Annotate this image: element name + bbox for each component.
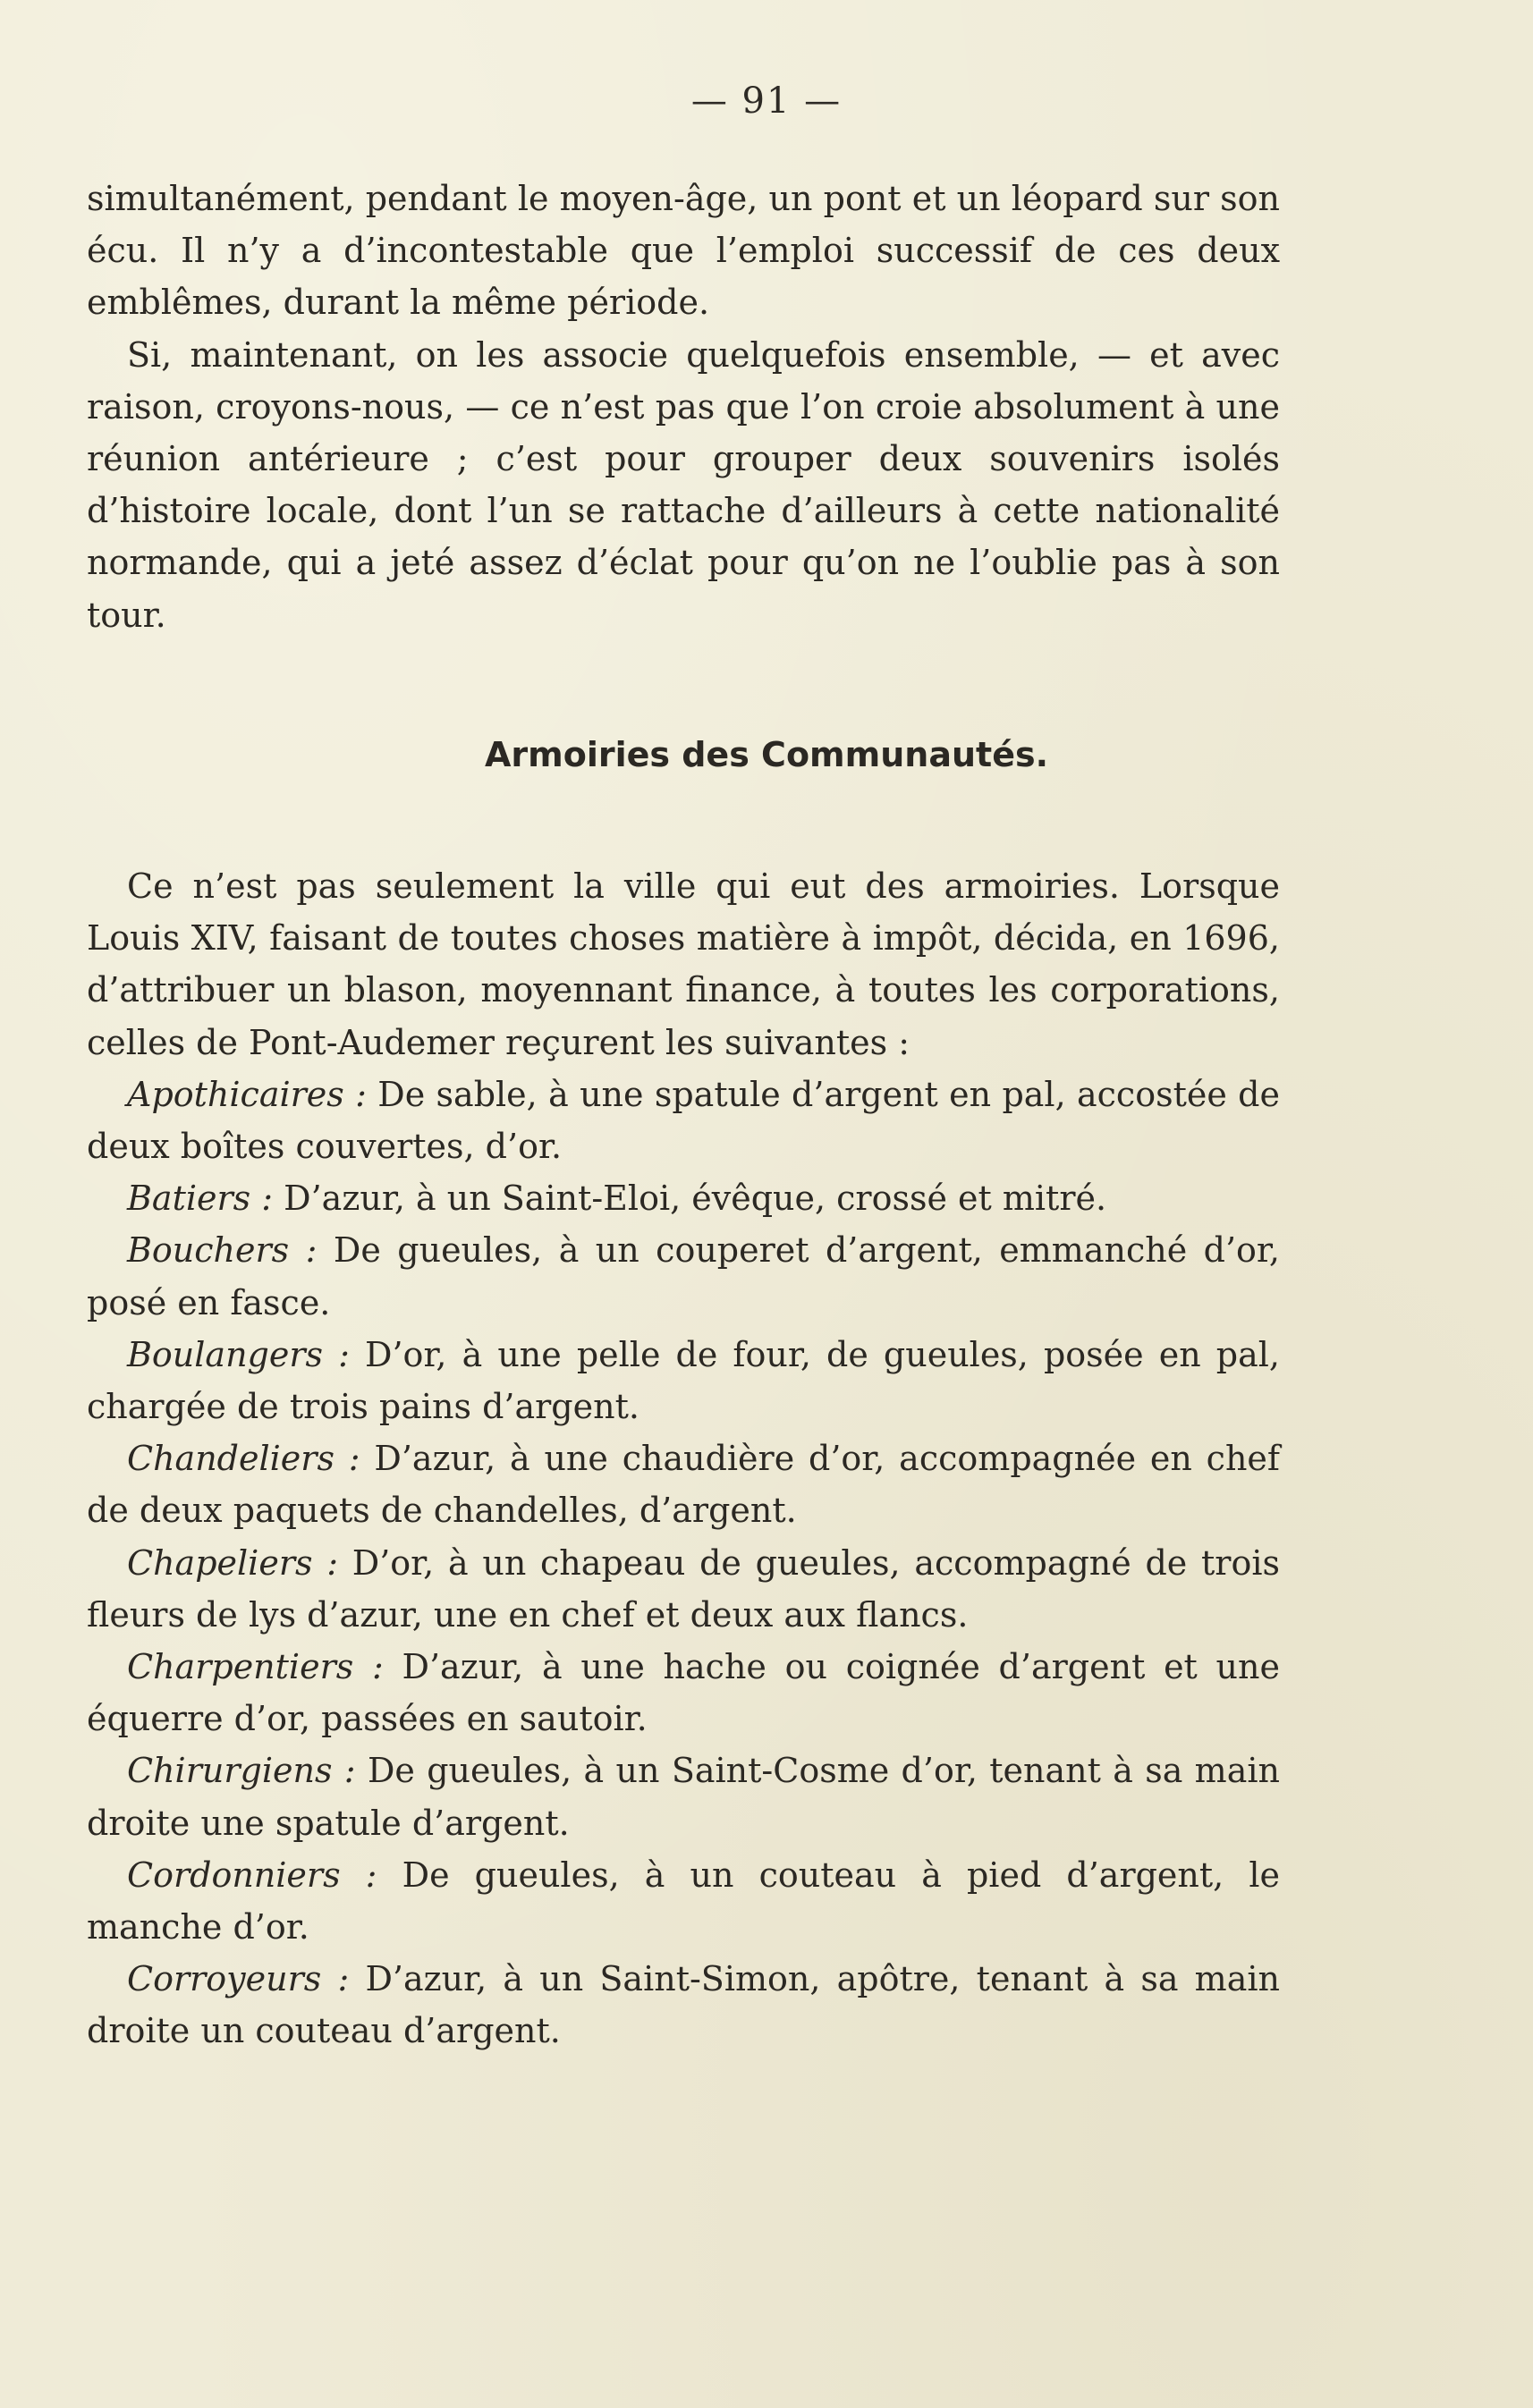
guild-blazon: D’azur, à une hache ou coignée d’argent et une équerre d’or, passées en sautoir. <box>87 1647 1280 1739</box>
guild-name: Boulangers <box>127 1334 324 1374</box>
guild-blazon: D’azur, à un Saint-Eloi, évêque, crossé et mitré. <box>284 1179 1107 1219</box>
guild-name: Apothicaires <box>127 1074 344 1114</box>
intro-section <box>87 173 1280 641</box>
guild-name: Chirurgiens <box>127 1751 333 1791</box>
guild-separator: : <box>323 1334 366 1374</box>
guild-entry <box>87 1953 1280 2057</box>
guild-blazon: De sable, à une spatule d’argent en pal, accostée de deux boîtes couvertes, d’or. <box>87 1074 1280 1167</box>
guild-entry <box>87 1849 1280 1953</box>
guild-entry <box>87 1432 1280 1536</box>
guild-separator: : <box>321 1959 366 1999</box>
guild-entry <box>87 1537 1280 1641</box>
guild-blazon: D’or, à un chapeau de gueules, accompagné de trois fleurs de lys d’azur, une en chef et deux aux flancs. <box>87 1542 1280 1635</box>
guild-separator: : <box>250 1179 284 1219</box>
guild-separator: : <box>343 1074 378 1114</box>
guild-blazon: D’azur, à un Saint-Simon, apôtre, tenant à sa main droite un couteau d’argent. <box>87 1959 1280 2051</box>
continuation-paragraph: simultanément, pendant le moyen-âge, un pont et un léopard sur son écu. Il n’y a d’incontestable que l’emploi successif de ces deux emblêmes, durant la même période. <box>87 179 1280 323</box>
guild-entry <box>87 1172 1280 1224</box>
page-number: — 91 — <box>690 80 843 122</box>
guild-name: Batiers <box>127 1179 251 1219</box>
guild-entry <box>87 1224 1280 1328</box>
guild-separator: : <box>289 1230 334 1271</box>
guilds-intro-paragraph: Ce n’est pas seulement la ville qui eut des armoiries. Lorsque Louis XIV, faisant de toutes choses matière à impôt, décida, en 1696, d’attribuer un blason, moyennant finance, à toutes les corporations, celles de Pont-Audemer reçurent les suivantes : <box>87 866 1280 1062</box>
guild-separator: : <box>334 1439 375 1479</box>
guild-name: Chapeliers <box>127 1542 313 1583</box>
guild-entry <box>87 1069 1280 1172</box>
section-heading: Armoiries des Communautés. <box>484 735 1049 774</box>
guild-name: Bouchers <box>127 1230 290 1271</box>
guild-blazon: De gueules, à un Saint-Cosme d’or, tenant à sa main droite une spatule d’argent. <box>87 1751 1281 1843</box>
guild-blazon: De gueules, à un couteau à pied d’argent, le manche d’or. <box>87 1855 1280 1948</box>
intro-paragraph: Si, maintenant, on les associe quelquefois ensemble, — et avec raison, croyons-nous, — ce n’est pas que l’on croie absolument à une réunion antérieure ; c’est pour grouper deux souvenirs isolés d’histoire locale, dont l’un se rattache d’ailleurs à cette nationalité normande, qui a jeté assez d’éclat pour qu’on ne l’oublie pas à son tour. <box>87 334 1280 635</box>
guild-entry <box>87 1641 1280 1745</box>
guild-separator: : <box>353 1647 402 1687</box>
guilds-section <box>87 860 1280 2057</box>
guild-blazon: De gueules, à un couperet d’argent, emmanché d’or, posé en fasce. <box>87 1230 1280 1322</box>
guild-blazon: D’azur, à une chaudière d’or, accompagnée en chef de deux paquets de chandelles, d’argent. <box>87 1439 1280 1531</box>
guild-name: Corroyeurs <box>127 1959 322 1999</box>
guild-name: Charpentiers <box>127 1647 354 1687</box>
guild-name: Cordonniers <box>127 1855 341 1895</box>
guild-separator: : <box>332 1751 368 1791</box>
guild-separator: : <box>312 1542 352 1583</box>
guild-entry <box>87 1329 1280 1432</box>
guild-entry <box>87 1745 1280 1848</box>
guild-separator: : <box>340 1855 402 1895</box>
guild-blazon: D’or, à une pelle de four, de gueules, posée en pal, chargée de trois pains d’argent. <box>87 1334 1280 1427</box>
guild-name: Chandeliers <box>127 1439 335 1479</box>
